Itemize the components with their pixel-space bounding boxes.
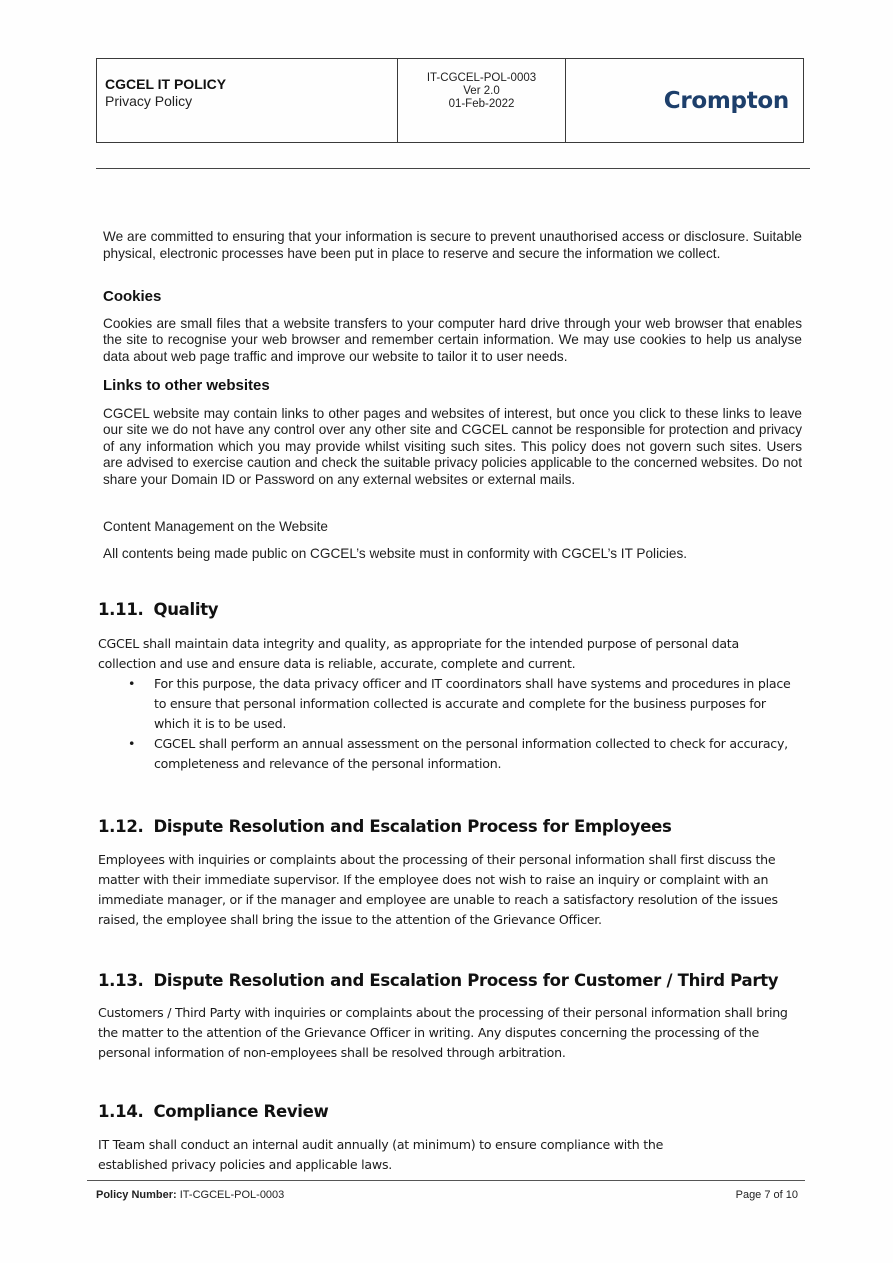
section-compliance-review xyxy=(98,1102,798,1175)
page-footer xyxy=(96,1189,798,1201)
section-paragraph: Customers / Third Party with inquiries or complaints about the processing of their personal information shall bring the matter to the attention of the Grievance Officer in writing. Any disputes concerning the processing of the personal information of non-employees shall be resolved through arbitration. xyxy=(98,1005,788,1060)
content-management-heading: Content Management on the Website xyxy=(103,519,328,534)
doc-version: Ver 2.0 xyxy=(463,85,500,97)
section-dispute-employees xyxy=(98,817,798,930)
links-block xyxy=(103,378,802,488)
policy-title: CGCEL IT POLICY xyxy=(105,76,227,92)
section-paragraph: Employees with inquiries or complaints about the processing of their personal information shall first discuss the matter with their immediate supervisor. If the employee does not wish to raise an inquiry or complaint with an immediate manager, or if the manager and employee are unable to reach a satisfactory resolution of the issues raised, the employee shall bring the issue to the attention of the Grievance Officer. xyxy=(98,852,778,927)
quality-bullet-list xyxy=(98,674,798,774)
links-paragraph: CGCEL website may contain links to other pages and websites of interest, but once you click to these links to leave our site we do not have any control over any other site and CGCEL cannot be responsible for protection and privacy of any information which you may provide whilst visiting such sites. This policy does not govern such sites. Users are advised to exercise caution and check the suitable privacy policies applicable to the concerned websites. Do not share your Domain ID or Password on any external websites or external mails. xyxy=(103,405,802,487)
content-management-block xyxy=(103,519,802,562)
cookies-block xyxy=(103,289,802,365)
section-heading: 1.11. Quality xyxy=(98,600,219,619)
links-heading: Links to other websites xyxy=(103,377,270,394)
footer-policy-number: Policy Number: IT-CGCEL-POL-0003 xyxy=(96,1189,285,1201)
section-quality xyxy=(98,600,798,774)
list-item: • For this purpose, the data privacy officer and IT coordinators shall have systems and procedures in place to ensure that personal information collected is accurate and complete for the business purposes for which it is to be used. xyxy=(128,676,791,731)
section-heading: 1.14. Compliance Review xyxy=(98,1102,329,1121)
header-divider xyxy=(96,168,810,169)
header-title-cell xyxy=(97,59,398,142)
header-table xyxy=(96,58,804,143)
section-paragraph: IT Team shall conduct an internal audit annually (at minimum) to ensure compliance with the established privacy policies and applicable laws. xyxy=(98,1137,664,1172)
intro-paragraph: We are committed to ensuring that your information is secure to prevent unauthorised access or disclosure. Suitable physical, electronic processes have been put in place to reserve and secure the information we collect. xyxy=(103,229,802,261)
footer-divider xyxy=(87,1180,805,1181)
cookies-heading: Cookies xyxy=(103,288,162,305)
doc-number: IT-CGCEL-POL-0003 xyxy=(426,72,537,84)
list-item: • CGCEL shall perform an annual assessment on the personal information collected to check for accuracy, completeness and relevance of the personal information. xyxy=(128,736,788,771)
section-paragraph: CGCEL shall maintain data integrity and quality, as appropriate for the intended purpose of personal data collection and use and ensure data is reliable, accurate, complete and current. xyxy=(98,636,739,671)
doc-date: 01-Feb-2022 xyxy=(448,98,515,110)
content-management-paragraph: All contents being made public on CGCEL’s website must in conformity with CGCEL’s IT Policies. xyxy=(103,545,688,561)
intro-block xyxy=(103,229,802,262)
policy-subtitle: Privacy Policy xyxy=(105,93,193,109)
cookies-paragraph: Cookies are small files that a website transfers to your computer hard drive through your web browser that enables the site to recognise your web browser and remember certain information. We may use cookies to help us analyse data about web page traffic and improve our website to tailor it to user needs. xyxy=(103,315,802,364)
section-dispute-customer xyxy=(98,971,798,1063)
crompton-logo: Crompton xyxy=(663,87,789,114)
section-heading: 1.13. Dispute Resolution and Escalation Process for Customer / Third Party xyxy=(98,971,779,990)
section-heading: 1.12. Dispute Resolution and Escalation Process for Employees xyxy=(98,817,672,836)
page-number: Page 7 of 10 xyxy=(735,1189,798,1201)
header-doc-info-cell xyxy=(398,59,566,142)
header-logo-cell xyxy=(566,59,803,142)
